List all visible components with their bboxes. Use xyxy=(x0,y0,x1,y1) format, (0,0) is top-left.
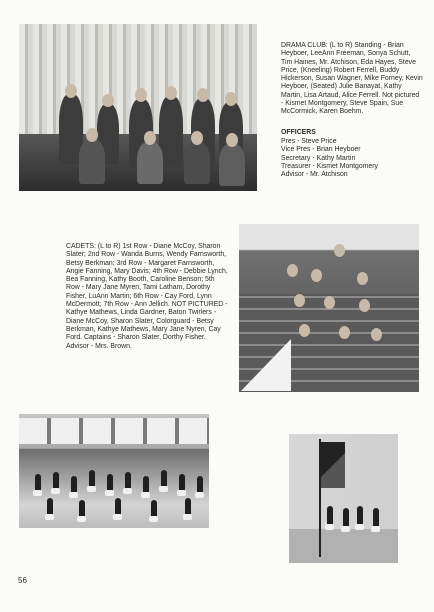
dancer-skirt xyxy=(87,486,96,492)
dancer-skirt xyxy=(195,492,204,498)
head xyxy=(225,92,237,106)
drama-club-photo xyxy=(19,24,257,191)
head xyxy=(144,131,156,145)
head xyxy=(226,133,238,147)
dancer-skirt xyxy=(123,488,132,494)
page-number: 56 xyxy=(18,576,27,585)
white-flag xyxy=(241,339,291,391)
head xyxy=(197,88,209,102)
dancer-skirt xyxy=(149,516,158,522)
cadets-caption: CADETS: (L to R) 1st Row - Diane McCoy, Sharon Slater; 2nd Row - Wanda Burns, Wendy Farnsworth, Betsy Berkman; 3rd Row - Margaret Farnsworth, Angie Fanning, Mary Davis; 4th Row - Debbie Lynch, Bea Fanning, Kathy Booth, Caroline Benson; 5th Row - Mary Jane Myren, Tami Latham, Dorothy Fisher, LuAnn Martin; 6th Row - Cay Ford, Lynn McDermott; 7th Row - Ann Jellich. NOT PICTURED - Kathye Mathews, Linda Gardner, Baton Twirlers - Diane McCoy, Sharon Slater, Colorguard - Betsy Berkman, Kathye Mathews, Mary Jane Nyren, Cay Ford. Captains - Sharon Slater, Dorthy Fisher. Advisor - Mrs. Brown. xyxy=(66,243,228,350)
head xyxy=(65,84,77,98)
head xyxy=(294,294,305,307)
head xyxy=(357,272,368,285)
dancer-skirt xyxy=(325,524,334,530)
officers-list: Pres - Steve Price Vice Pres - Brian Heyboer Secretary - Kathy Martin Treasurer - Kismet Montgomery Advisor - Mr. Atchison xyxy=(281,138,379,179)
head xyxy=(339,326,350,339)
head xyxy=(299,324,310,337)
head xyxy=(371,328,382,341)
cadets-bleacher-photo xyxy=(239,224,419,392)
person xyxy=(137,142,163,184)
person xyxy=(79,139,105,184)
head xyxy=(191,131,203,145)
head xyxy=(334,244,345,257)
person xyxy=(219,144,245,186)
dancer-skirt xyxy=(177,490,186,496)
dancer-skirt xyxy=(159,486,168,492)
dancer-skirt xyxy=(355,524,364,530)
dancer-skirt xyxy=(45,514,54,520)
dancer-skirt xyxy=(113,514,122,520)
dancer-skirt xyxy=(371,526,380,532)
dancer-skirt xyxy=(77,516,86,522)
flag-bearers-photo xyxy=(289,434,398,563)
gym-floor xyxy=(289,529,398,563)
cadets-formation-photo xyxy=(19,414,209,528)
dancer-skirt xyxy=(51,488,60,494)
head xyxy=(324,296,335,309)
head xyxy=(135,88,147,102)
head xyxy=(86,128,98,142)
drama-club-caption: DRAMA CLUB: (L to R) Standing - Brian Heyboer, LeeAnn Freeman, Sonya Schutt, Tim Haines, Mr. Atchison, Eda Hayes, Steve Price, (Kneeling) Robert Ferrell, Buddy Hickerson, Susan Wagner, Mike Forney, Kevin Heyboer, (Seated) Julie Banayat, Kathy Martin, Lisa Artaud, Alice Ferrell. Not pictured - Kismet Montgomery, Steve Spain, Sue McCormick, Karen Boehm. xyxy=(281,42,423,116)
head xyxy=(287,264,298,277)
dancer-skirt xyxy=(183,514,192,520)
head xyxy=(359,299,370,312)
dancer-skirt xyxy=(69,492,78,498)
dancer-skirt xyxy=(141,492,150,498)
head xyxy=(165,86,177,100)
person xyxy=(184,142,210,184)
dancer-skirt xyxy=(341,526,350,532)
gym-windows xyxy=(19,418,209,444)
officers-heading: OFFICERS xyxy=(281,129,316,136)
flag-banner xyxy=(321,442,345,488)
head xyxy=(102,94,114,107)
dancer-skirt xyxy=(105,490,114,496)
dancer-skirt xyxy=(33,490,42,496)
head xyxy=(311,269,322,282)
